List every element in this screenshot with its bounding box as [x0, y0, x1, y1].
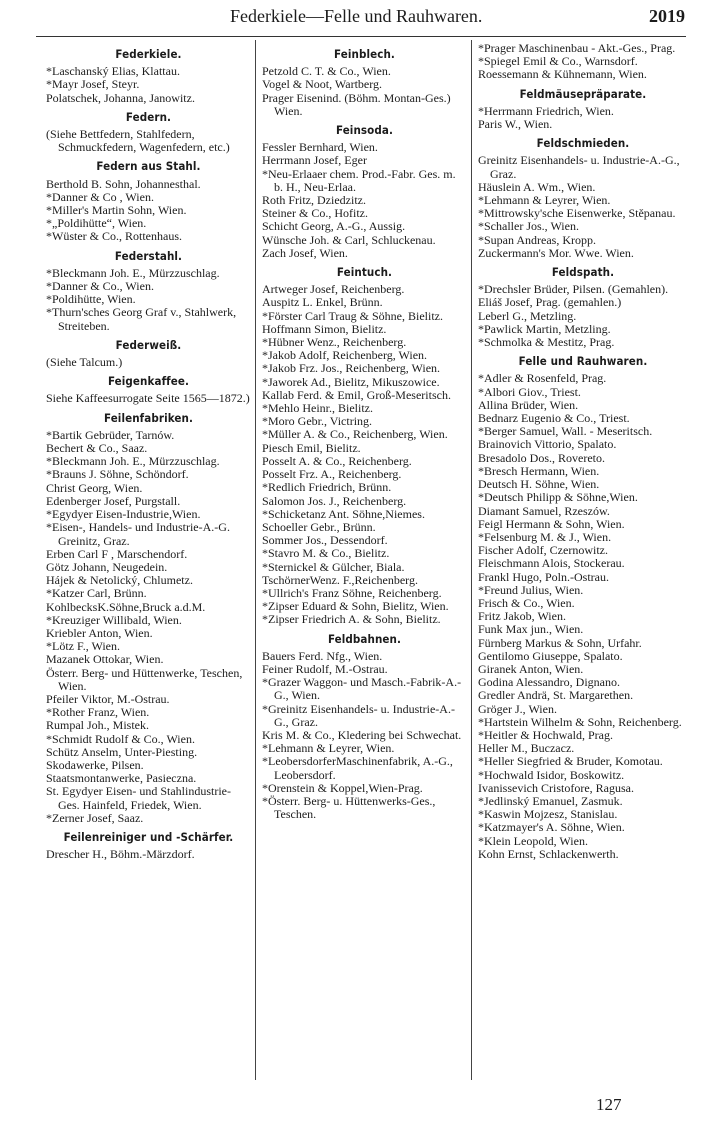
directory-entry: *Jedlinský Emanuel, Zasmuk.: [478, 793, 623, 808]
directory-entry: Herrmann Josef, Eger: [262, 153, 367, 168]
directory-entry: *Orenstein & Koppel,Wien-Prag.: [262, 780, 423, 795]
directory-entry: Allina Brüder, Wien.: [478, 397, 579, 412]
directory-entry: Gredler Andrä, St. Margarethen.: [478, 688, 634, 703]
section-heading: Feinblech.: [334, 47, 395, 61]
directory-section: [46, 339, 251, 369]
directory-entry: *Mittrowsky'sche Eisenwerke, Stěpanau.: [478, 206, 676, 221]
directory-entry: *Supan Andreas, Kropp.: [478, 232, 596, 247]
directory-entry: Österr. Berg- und Hüttenwerke, Teschen, Wien.: [46, 665, 243, 693]
directory-entry: *Bartik Gebrüder, Tarnów.: [46, 427, 175, 442]
directory-entry: *Laschanský Elias, Klattau.: [46, 64, 180, 79]
directory-entry: Diamant Samuel, Rzeszów.: [478, 503, 610, 518]
directory-entry: *Heitler & Hochwald, Prag.: [478, 727, 613, 742]
directory-entry: Skodawerke, Pilsen.: [46, 757, 144, 772]
directory-entry: Salomon Jos. J., Reichenberg.: [262, 493, 407, 508]
directory-entry: *Stavro M. & Co., Bielitz.: [262, 546, 390, 561]
directory-entry: Paris W., Wien.: [478, 117, 553, 132]
directory-entry: Steiner & Co., Hofitz.: [262, 206, 368, 221]
directory-entry: *Schicketanz Ant. Söhne,Niemes.: [262, 506, 425, 521]
directory-entry: *Berger Samuel, Wall. - Meseritsch.: [478, 424, 653, 439]
directory-entry: Roessemann & Kühnemann, Wien.: [478, 67, 647, 82]
directory-entry: *Danner & Co , Wien.: [46, 189, 154, 204]
directory-section: [262, 124, 467, 260]
directory-entry: Frisch & Co., Wien.: [478, 595, 575, 610]
directory-entry: *Spiegel Emil & Co., Warnsdorf.: [478, 54, 638, 69]
directory-entry: Prager Eisenind. (Böhm. Montan-Ges.) Wien.: [262, 90, 451, 118]
directory-entry: *Klein Leopold, Wien.: [478, 833, 588, 848]
directory-entry: Kallab Ferd. & Emil, Groß-Meseritsch.: [262, 387, 451, 402]
directory-entry: Vogel & Noot, Wartberg.: [262, 77, 383, 92]
directory-entry: *Lehmann & Leyrer, Wien.: [478, 193, 611, 208]
directory-entry: *Schmolka & Mestitz, Prag.: [478, 335, 615, 350]
directory-section: [478, 137, 688, 260]
directory-entry: *„Poldihütte“, Wien.: [46, 216, 147, 231]
directory-entry: Artweger Josef, Reichenberg.: [262, 282, 405, 297]
directory-entry: Gröger J., Wien.: [478, 701, 557, 716]
directory-section: [262, 266, 467, 626]
directory-entry: Bechert & Co., Saaz.: [46, 441, 148, 456]
directory-entry: *Felsenburg M. & J., Wien.: [478, 529, 612, 544]
directory-entry: Frankl Hugo, Poln.-Ostrau.: [478, 569, 609, 584]
directory-entry: Heller M., Buczacz.: [478, 741, 575, 756]
directory-entry: *Bleckmann Joh. E., Mürzzuschlag.: [46, 265, 220, 280]
directory-entry: Fischer Adolf, Czernowitz.: [478, 543, 608, 558]
directory-entry: Wünsche Joh. & Carl, Schluckenau.: [262, 232, 436, 247]
directory-entry: Pfeiler Viktor, M.-Ostrau.: [46, 691, 170, 706]
directory-section: [46, 111, 251, 155]
directory-entry: Funk Max jun., Wien.: [478, 622, 584, 637]
section-heading: Feilenfabriken.: [103, 410, 193, 425]
directory-entry: *Bresch Hermann, Wien.: [478, 463, 600, 478]
section-heading: Feldschmieden.: [536, 136, 630, 151]
directory-entry: *Moro Gebr., Victring.: [262, 414, 373, 429]
directory-section: [262, 48, 467, 118]
directory-entry: *Kaswin Mojzesz, Stanislau.: [478, 807, 618, 822]
header-rule: [36, 36, 686, 37]
directory-entry: St. Egydyer Eisen- und Stahlindustrie-Ges. Hainfeld, Friedek, Wien.: [46, 784, 231, 812]
directory-entry: Posselt A. & Co., Reichenberg.: [262, 453, 412, 468]
directory-entry: *Greinitz Eisenhandels- u. Industrie-A.-G., Graz.: [262, 701, 455, 729]
directory-entry: *Lehmann & Leyrer, Wien.: [262, 741, 395, 756]
column-1: [46, 42, 251, 867]
directory-entry: *Rother Franz, Wien.: [46, 705, 150, 720]
directory-entry: *Hochwald Isidor, Boskowitz.: [478, 767, 625, 782]
directory-entry: *Heller Siegfried & Bruder, Komotau.: [478, 754, 663, 769]
directory-entry: Bednarz Eugenio & Co., Triest.: [478, 411, 630, 426]
directory-section: [478, 42, 688, 82]
directory-entry: *Kreuziger Willibald, Wien.: [46, 612, 182, 627]
directory-entry: Edenberger Josef, Purgstall.: [46, 493, 181, 508]
directory-entry: Kohn Ernst, Schlackenwerth.: [478, 846, 619, 861]
directory-entry: *Deutsch Philipp & Söhne,Wien.: [478, 490, 638, 505]
directory-entry: *Neu-Erlaaer chem. Prod.-Fabr. Ges. m. b. H., Neu-Erlaa.: [262, 166, 456, 194]
directory-entry: Eliáš Josef, Prag. (gemahlen.): [478, 295, 622, 310]
directory-entry: *Katzmayer's A. Söhne, Wien.: [478, 820, 625, 835]
directory-entry: Erben Carl F , Marschendorf.: [46, 546, 188, 561]
directory-entry: (Siehe Bettfedern, Stahlfedern, Schmuckfedern, Wagenfedern, etc.): [46, 127, 230, 155]
directory-entry: *Grazer Waggon- und Masch.-Fabrik-A.-G., Wien.: [262, 675, 462, 703]
directory-section: [478, 88, 688, 132]
directory-entry: *Mehlo Heinr., Bielitz.: [262, 401, 373, 416]
directory-entry: Leberl G., Metzling.: [478, 308, 577, 323]
column-3: [478, 42, 688, 867]
directory-entry: *Brauns J. Söhne, Schöndorf.: [46, 467, 189, 482]
directory-entry: *Hartstein Wilhelm & Sohn, Reichenberg.: [478, 714, 682, 729]
directory-entry: *Schmidt Rudolf & Co., Wien.: [46, 731, 195, 746]
directory-entry: *Redlich Friedrich, Brünn.: [262, 480, 392, 495]
directory-entry: Feiner Rudolf, M.-Ostrau.: [262, 661, 388, 676]
directory-entry: Fritz Jakob, Wien.: [478, 609, 566, 624]
directory-entry: *Pawlick Martin, Metzling.: [478, 321, 611, 336]
section-heading: Feldmäusepräparate.: [519, 86, 647, 101]
directory-entry: *Lötz F., Wien.: [46, 639, 120, 654]
directory-entry: Mazanek Ottokar, Wien.: [46, 652, 164, 667]
directory-entry: *Müller A. & Co., Reichenberg, Wien.: [262, 427, 448, 442]
directory-entry: Deutsch H. Söhne, Wien.: [478, 477, 600, 492]
directory-entry: Bauers Ferd. Nfg., Wien.: [262, 648, 383, 663]
directory-entry: *LeobersdorferMaschinenfabrik, A.-G., Leobersdorf.: [262, 754, 453, 782]
directory-entry: Fessler Bernhard, Wien.: [262, 140, 378, 155]
directory-entry: Zach Josef, Wien.: [262, 245, 348, 260]
directory-entry: *Eisen-, Handels- und Industrie-A.-G. Greinitz, Graz.: [46, 520, 230, 548]
directory-entry: *Sternickel & Gülcher, Biala.: [262, 559, 405, 574]
directory-entry: Giranek Anton, Wien.: [478, 661, 584, 676]
section-heading: Federstahl.: [114, 248, 183, 263]
directory-entry: *Miller's Martin Sohn, Wien.: [46, 203, 187, 218]
directory-entry: Berthold B. Sohn, Johannesthal.: [46, 176, 201, 191]
directory-entry: *Albori Giov., Triest.: [478, 384, 581, 399]
directory-entry: Kris M. & Co., Kledering bei Schwechat.: [262, 727, 462, 742]
directory-entry: *Egydyer Eisen-Industrie,Wien.: [46, 507, 201, 522]
directory-section: [46, 831, 251, 861]
directory-entry: Schoeller Gebr., Brünn.: [262, 519, 376, 534]
column-divider: [471, 40, 472, 1080]
directory-entry: *Prager Maschinenbau - Akt.-Ges., Prag.: [478, 41, 676, 55]
directory-entry: Roth Fritz, Dziedzitz.: [262, 193, 366, 208]
directory-entry: Feigl Hermann & Sohn, Wien.: [478, 516, 625, 531]
section-heading: Felle und Rauhwaren.: [518, 354, 648, 369]
page-header: [30, 6, 685, 32]
directory-section: [478, 355, 688, 861]
directory-entry: Godina Alessandro, Dignano.: [478, 675, 620, 690]
directory-entry: Schicht Georg, A.-G., Aussig.: [262, 219, 406, 234]
directory-entry: *Freund Julius, Wien.: [478, 582, 584, 597]
directory-entry: Staatsmontanwerke, Pasieczna.: [46, 771, 197, 786]
running-title: Federkiele—Felle und Rauhwaren.: [230, 6, 483, 26]
directory-entry: Siehe Kaffeesurrogate Seite 1565—1872.): [46, 391, 250, 406]
directory-section: [262, 633, 467, 822]
directory-entry: *Mayr Josef, Steyr.: [46, 77, 140, 92]
directory-section: [46, 48, 251, 105]
directory-entry: *Schaller Jos., Wien.: [478, 219, 579, 234]
directory-entry: *Jakob Frz. Jos., Reichenberg, Wien.: [262, 361, 441, 376]
directory-entry: Häuslein A. Wm., Wien.: [478, 179, 596, 194]
directory-entry: *Adler & Rosenfeld, Prag.: [478, 371, 607, 386]
directory-section: [478, 266, 688, 349]
directory-entry: *Jakob Adolf, Reichenberg, Wien.: [262, 348, 428, 363]
directory-entry: *Katzer Carl, Brünn.: [46, 586, 147, 601]
section-heading: Federn aus Stahl.: [96, 159, 201, 174]
directory-entry: KohlbecksK.Söhne,Bruck a.d.M.: [46, 599, 206, 614]
directory-entry: Fürnberg Markus & Sohn, Urfahr.: [478, 635, 642, 650]
section-heading: Feinsoda.: [335, 123, 394, 138]
directory-entry: *Thurn'sches Georg Graf v., Stahlwerk, Streiteben.: [46, 305, 237, 333]
column-divider: [255, 40, 256, 1080]
directory-entry: *Österr. Berg- u. Hüttenwerks-Ges., Teschen.: [262, 793, 436, 822]
directory-section: [46, 250, 251, 333]
section-heading: Feldspath.: [551, 265, 615, 280]
directory-entry: Schütz Anselm, Unter-Piesting.: [46, 744, 198, 759]
section-heading: Feilenreiniger und -Schärfer.: [63, 829, 234, 844]
directory-entry: Drescher H., Böhm.-Märzdorf.: [46, 847, 195, 862]
directory-entry: Gentilomo Giuseppe, Spalato.: [478, 648, 623, 663]
section-heading: Feigenkaffee.: [107, 374, 190, 389]
directory-section: [46, 160, 251, 243]
directory-entry: Fleischmann Alois, Stockerau.: [478, 556, 625, 571]
directory-entry: *Zipser Friedrich A. & Sohn, Bielitz.: [262, 612, 441, 627]
directory-entry: *Zipser Eduard & Sohn, Bielitz, Wien.: [262, 599, 449, 614]
directory-entry: *Förster Carl Traug & Söhne, Bielitz.: [262, 308, 443, 323]
directory-entry: Kriebler Anton, Wien.: [46, 625, 153, 640]
section-heading: Feldbahnen.: [327, 631, 402, 646]
directory-entry: Sommer Jos., Dessendorf.: [262, 533, 388, 548]
directory-entry: Posselt Frz. A., Reichenberg.: [262, 467, 402, 482]
footer-page-number: 127: [596, 1095, 622, 1114]
directory-entry: Christ Georg, Wien.: [46, 480, 143, 495]
column-2: [262, 42, 467, 827]
directory-entry: Götz Johann, Neugedein.: [46, 559, 168, 574]
directory-section: [46, 375, 251, 405]
directory-entry: *Drechsler Brüder, Pilsen. (Gemahlen).: [478, 282, 669, 297]
directory-entry: Hájek & Netolický, Chlumetz.: [46, 573, 193, 588]
directory-entry: *Jaworek Ad., Bielitz, Mikuszowice.: [262, 374, 440, 389]
directory-entry: Bresadolo Dos., Rovereto.: [478, 450, 605, 465]
section-heading: Federweiß.: [115, 337, 182, 352]
directory-entry: Auspitz L. Enkel, Brünn.: [262, 295, 383, 310]
directory-entry: Piesch Emil, Bielitz.: [262, 440, 361, 455]
directory-entry: *Hübner Wenz., Reichenberg.: [262, 335, 407, 350]
directory-entry: Greinitz Eisenhandels- u. Industrie-A.-G., Graz.: [478, 153, 680, 181]
directory-entry: *Herrmann Friedrich, Wien.: [478, 103, 614, 118]
directory-entry: *Danner & Co., Wien.: [46, 279, 154, 294]
directory-entry: TschörnerWenz. F.,Reichenberg.: [262, 572, 418, 587]
directory-section: [46, 412, 251, 825]
section-heading: Federkiele.: [115, 47, 182, 61]
directory-entry: *Bleckmann Joh. E., Mürzzuschlag.: [46, 454, 220, 469]
section-heading: Federn.: [125, 109, 172, 124]
directory-entry: (Siehe Talcum.): [46, 355, 123, 370]
directory-entry: *Poldihütte, Wien.: [46, 292, 136, 307]
directory-entry: Polatschek, Johanna, Janowitz.: [46, 90, 195, 105]
directory-entry: Ivanissevich Cristofore, Ragusa.: [478, 780, 634, 795]
directory-entry: Hoffmann Simon, Bielitz.: [262, 321, 387, 336]
directory-entry: Petzold C. T. & Co., Wien.: [262, 64, 391, 79]
directory-entry: *Wüster & Co., Rottenhaus.: [46, 229, 182, 244]
directory-entry: Brainovich Vittorio, Spalato.: [478, 437, 617, 452]
directory-entry: Rumpal Joh., Mistek.: [46, 718, 150, 733]
section-heading: Feintuch.: [336, 265, 393, 280]
directory-entry: *Zerner Josef, Saaz.: [46, 810, 144, 825]
page-number: 2019: [649, 6, 685, 26]
directory-entry: Zuckermann's Mor. Wwe. Wien.: [478, 245, 634, 260]
directory-entry: *Ullrich's Franz Söhne, Reichenberg.: [262, 585, 442, 600]
